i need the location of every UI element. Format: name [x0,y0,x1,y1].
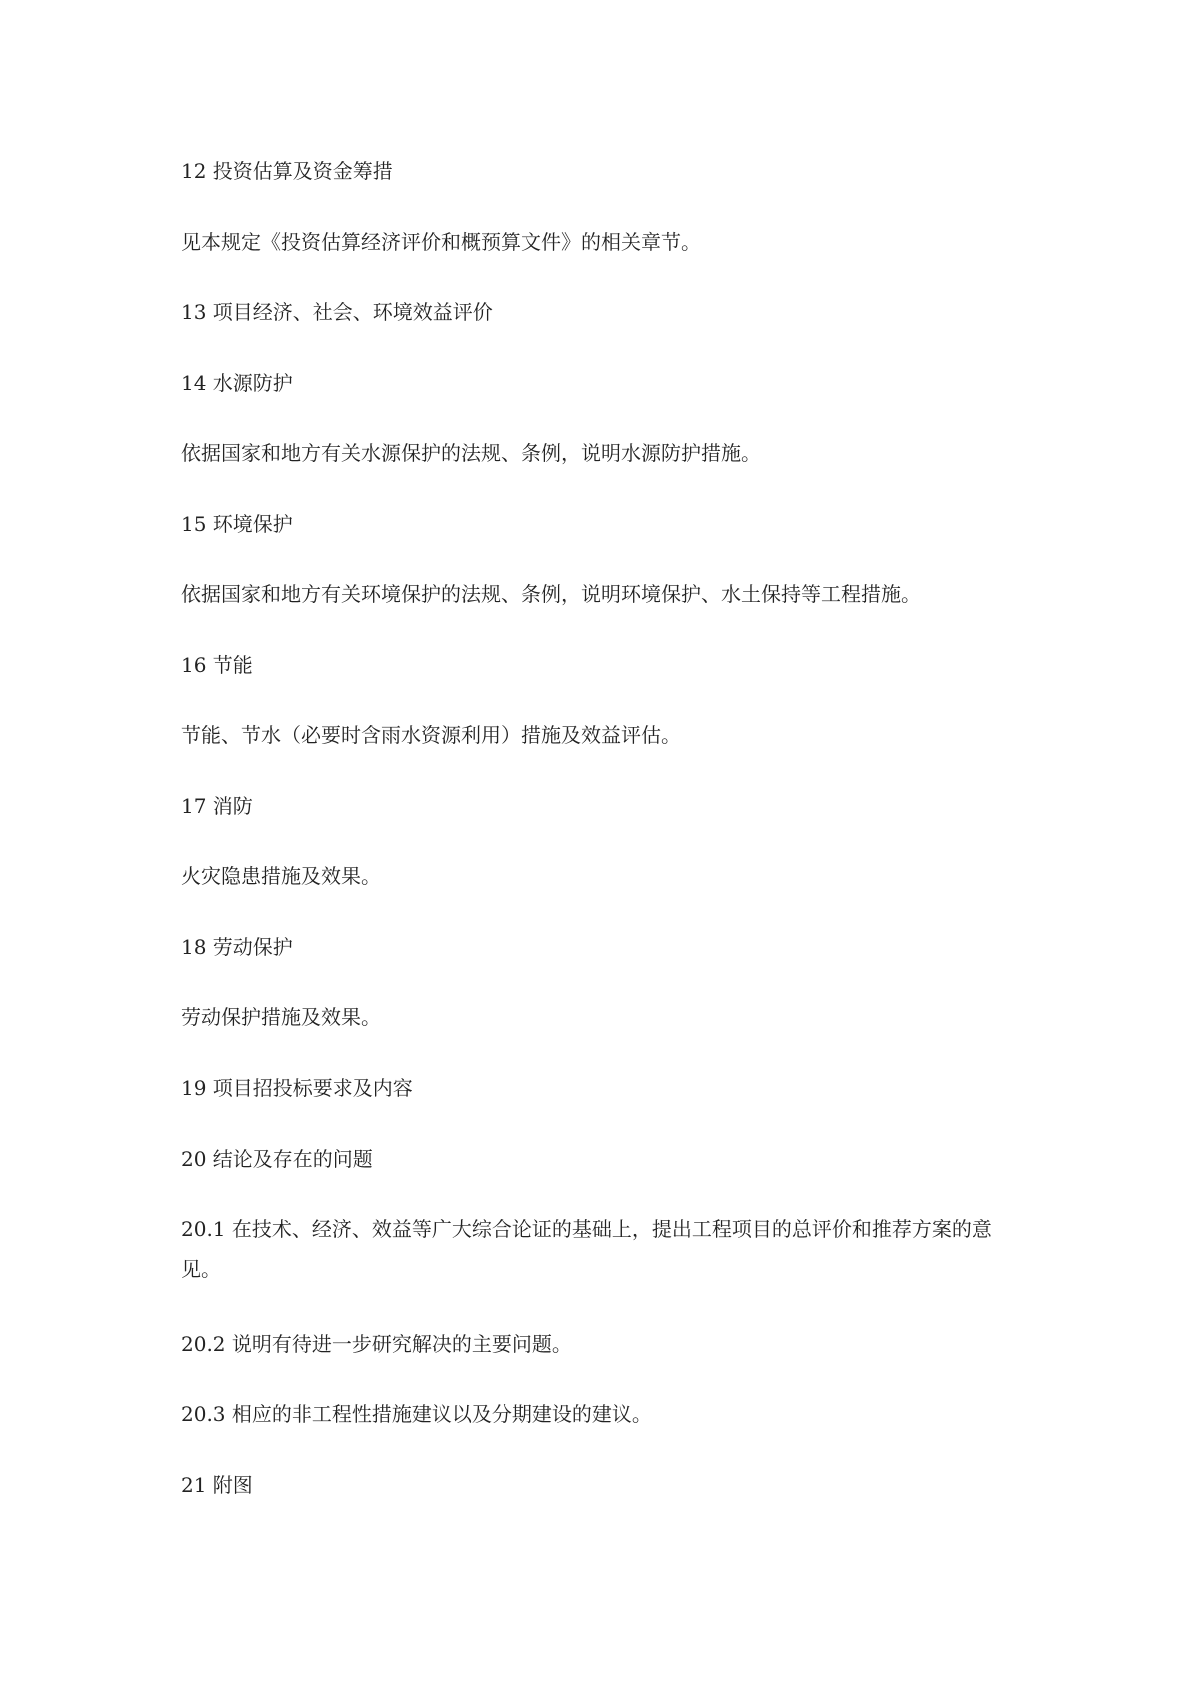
paragraph-20-3: 20.3 相应的非工程性措施建议以及分期建设的建议。 [181,1402,652,1426]
paragraph-20-1: 20.1 在技术、经济、效益等广大综合论证的基础上，提出工程项目的总评价和推荐方案的意见。 [181,1217,992,1281]
section-heading-21: 21 附图 [181,1473,253,1497]
paragraph-14: 依据国家和地方有关水源保护的法规、条例，说明水源防护措施。 [181,441,761,465]
section-heading-12: 12 投资估算及资金筹措 [181,159,393,183]
paragraph-12: 见本规定《投资估算经济评价和概预算文件》的相关章节。 [181,230,701,254]
section-heading-15: 15 环境保护 [181,512,293,536]
paragraph-15: 依据国家和地方有关环境保护的法规、条例，说明环境保护、水土保持等工程措施。 [181,582,921,606]
paragraph-18: 劳动保护措施及效果。 [181,1005,381,1029]
paragraph-20-2: 20.2 说明有待进一步研究解决的主要问题。 [181,1332,572,1356]
section-heading-17: 17 消防 [181,794,253,818]
paragraph-17: 火灾隐患措施及效果。 [181,864,381,888]
section-heading-19: 19 项目招投标要求及内容 [181,1076,413,1100]
section-heading-14: 14 水源防护 [181,371,293,395]
section-heading-18: 18 劳动保护 [181,935,293,959]
paragraph-16: 节能、节水（必要时含雨水资源利用）措施及效益评估。 [181,723,681,747]
section-heading-16: 16 节能 [181,653,253,677]
section-heading-20: 20 结论及存在的问题 [181,1147,373,1171]
section-heading-13: 13 项目经济、社会、环境效益评价 [181,300,493,324]
